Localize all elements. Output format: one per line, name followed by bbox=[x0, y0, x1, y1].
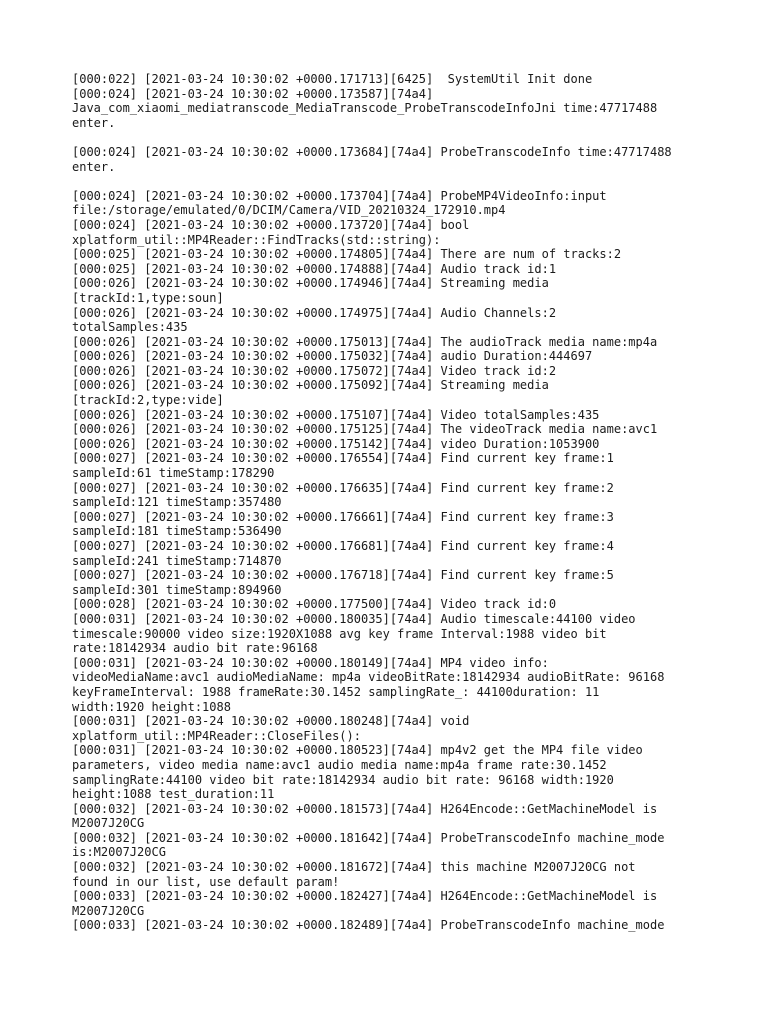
log-line: [000:026] [2021-03-24 10:30:02 +0000.175072][74a4] Video track id:2 bbox=[72, 363, 557, 378]
blank-line bbox=[72, 130, 712, 145]
log-line: keyFrameInterval: 1988 frameRate:30.1452 samplingRate_: 44100duration: 11 bbox=[72, 684, 600, 699]
log-line: xplatform_util::MP4Reader::CloseFiles(): bbox=[72, 728, 361, 743]
log-line: [000:032] [2021-03-24 10:30:02 +0000.181573][74a4] H264Encode::GetMachineModel is bbox=[72, 801, 658, 816]
log-line: [000:031] [2021-03-24 10:30:02 +0000.180248][74a4] void bbox=[72, 714, 470, 729]
log-line: [000:027] [2021-03-24 10:30:02 +0000.176661][74a4] Find current key frame:3 bbox=[72, 509, 614, 524]
log-line: [000:026] [2021-03-24 10:30:02 +0000.174975][74a4] Audio Channels:2 bbox=[72, 305, 557, 320]
log-line: M2007J20CG bbox=[72, 903, 145, 918]
log-line: [000:026] [2021-03-24 10:30:02 +0000.175032][74a4] audio Duration:444697 bbox=[72, 349, 593, 364]
log-line: sampleId:121 timeStamp:357480 bbox=[72, 495, 282, 510]
log-line: [000:031] [2021-03-24 10:30:02 +0000.180523][74a4] mp4v2 get the MP4 file video bbox=[72, 743, 643, 758]
log-line: [000:025] [2021-03-24 10:30:02 +0000.174805][74a4] There are num of tracks:2 bbox=[72, 247, 622, 262]
log-line: xplatform_util::MP4Reader::FindTracks(std::string): bbox=[72, 232, 441, 247]
log-line: enter. bbox=[72, 115, 116, 130]
log-line: sampleId:61 timeStamp:178290 bbox=[72, 466, 275, 481]
log-line: [000:026] [2021-03-24 10:30:02 +0000.175107][74a4] Video totalSamples:435 bbox=[72, 407, 600, 422]
log-line: sampleId:181 timeStamp:536490 bbox=[72, 524, 282, 539]
log-line: sampleId:241 timeStamp:714870 bbox=[72, 553, 282, 568]
log-line: found in our list, use default param! bbox=[72, 874, 340, 889]
log-line: [000:027] [2021-03-24 10:30:02 +0000.176635][74a4] Find current key frame:2 bbox=[72, 480, 614, 495]
log-line: [000:032] [2021-03-24 10:30:02 +0000.181642][74a4] ProbeTranscodeInfo machine_mode bbox=[72, 830, 665, 845]
blank-line bbox=[72, 174, 712, 189]
log-document bbox=[72, 72, 712, 933]
log-line: parameters, video media name:avc1 audio media name:mp4a frame rate:30.1452 bbox=[72, 757, 607, 772]
log-line: [000:027] [2021-03-24 10:30:02 +0000.176681][74a4] Find current key frame:4 bbox=[72, 539, 614, 553]
log-line: is:M2007J20CG bbox=[72, 845, 166, 860]
log-line: [000:026] [2021-03-24 10:30:02 +0000.175142][74a4] video Duration:1053900 bbox=[72, 436, 600, 451]
log-line: Java_com_xiaomi_mediatranscode_MediaTranscode_ProbeTranscodeInfoJni time:47717488 bbox=[72, 101, 658, 116]
log-line: [trackId:2,type:vide] bbox=[72, 393, 224, 408]
log-line: [000:025] [2021-03-24 10:30:02 +0000.174888][74a4] Audio track id:1 bbox=[72, 261, 557, 276]
log-line: file:/storage/emulated/0/DCIM/Camera/VID_20210324_172910.mp4 bbox=[72, 203, 506, 218]
log-line: totalSamples:435 bbox=[72, 320, 188, 335]
log-line: videoMediaName:avc1 audioMediaName: mp4a videoBitRate:18142934 audioBitRate: 96168 bbox=[72, 670, 665, 685]
log-line: samplingRate:44100 video bit rate:18142934 audio bit rate: 96168 width:1920 bbox=[72, 772, 614, 787]
log-line: M2007J20CG bbox=[72, 816, 145, 831]
log-line: height:1088 test_duration:11 bbox=[72, 787, 275, 802]
log-line: [000:033] [2021-03-24 10:30:02 +0000.182427][74a4] H264Encode::GetMachineModel is bbox=[72, 889, 658, 904]
log-line: [000:031] [2021-03-24 10:30:02 +0000.180035][74a4] Audio timescale:44100 video bbox=[72, 611, 636, 626]
log-line: [000:024] [2021-03-24 10:30:02 +0000.173704][74a4] ProbeMP4VideoInfo:input bbox=[72, 188, 607, 203]
log-line: [000:024] [2021-03-24 10:30:02 +0000.173587][74a4] bbox=[72, 86, 434, 101]
log-line: [000:026] [2021-03-24 10:30:02 +0000.175125][74a4] The videoTrack media name:avc1 bbox=[72, 422, 658, 437]
log-line: [000:026] [2021-03-24 10:30:02 +0000.174946][74a4] Streaming media bbox=[72, 276, 549, 291]
log-line: [000:032] [2021-03-24 10:30:02 +0000.181672][74a4] this machine M2007J20CG not bbox=[72, 860, 636, 875]
log-line: [000:026] [2021-03-24 10:30:02 +0000.175092][74a4] Streaming media bbox=[72, 378, 549, 393]
log-line: [000:031] [2021-03-24 10:30:02 +0000.180149][74a4] MP4 video info: bbox=[72, 655, 549, 670]
log-line: [000:024] [2021-03-24 10:30:02 +0000.173720][74a4] bool bbox=[72, 217, 470, 232]
log-line: sampleId:301 timeStamp:894960 bbox=[72, 582, 282, 597]
log-line: rate:18142934 audio bit rate:96168 bbox=[72, 641, 318, 656]
log-line: [000:022] [2021-03-24 10:30:02 +0000.171713][6425] SystemUtil Init done bbox=[72, 72, 593, 86]
log-line: [000:024] [2021-03-24 10:30:02 +0000.173684][74a4] ProbeTranscodeInfo time:47717488 bbox=[72, 144, 672, 159]
log-line: [000:026] [2021-03-24 10:30:02 +0000.175013][74a4] The audioTrack media name:mp4a bbox=[72, 334, 658, 349]
log-line: [000:027] [2021-03-24 10:30:02 +0000.176554][74a4] Find current key frame:1 bbox=[72, 451, 614, 466]
log-line: timescale:90000 video size:1920X1088 avg key frame Interval:1988 video bit bbox=[72, 626, 607, 641]
log-body bbox=[72, 72, 712, 933]
log-line: [000:033] [2021-03-24 10:30:02 +0000.182489][74a4] ProbeTranscodeInfo machine_mode bbox=[72, 918, 665, 933]
log-line: [trackId:1,type:soun] bbox=[72, 290, 224, 305]
log-line: [000:027] [2021-03-24 10:30:02 +0000.176718][74a4] Find current key frame:5 bbox=[72, 568, 614, 583]
log-line: enter. bbox=[72, 159, 116, 174]
log-line: width:1920 height:1088 bbox=[72, 699, 231, 714]
log-line: [000:028] [2021-03-24 10:30:02 +0000.177500][74a4] Video track id:0 bbox=[72, 597, 557, 612]
